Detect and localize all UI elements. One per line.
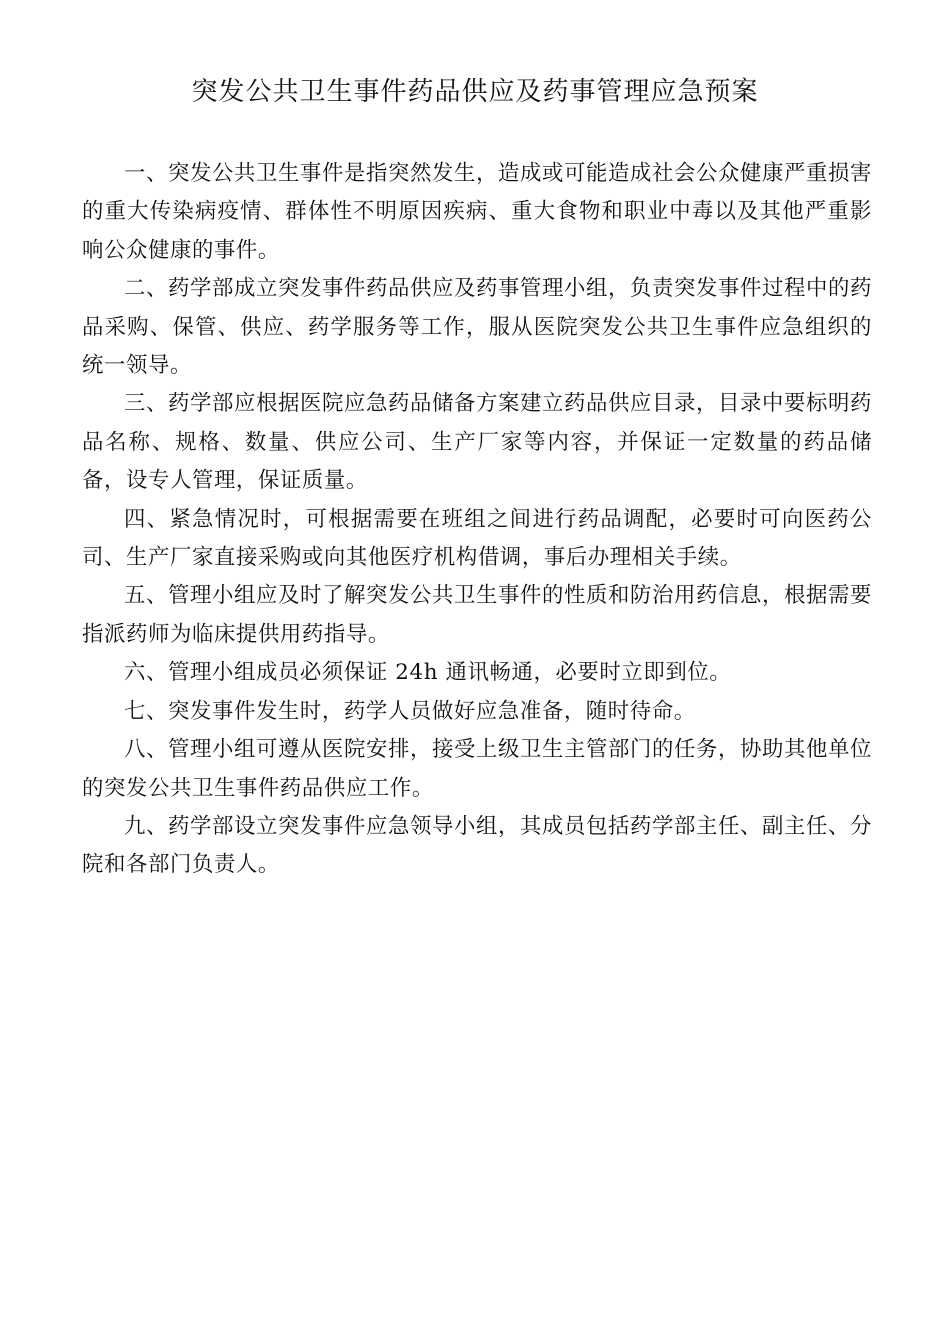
paragraph-1: 一、突发公共卫生事件是指突然发生，造成或可能造成社会公众健康严重损害的重大传染病疫情、群体性不明原因疾病、重大食物和职业中毒以及其他严重影响公众健康的事件。 bbox=[82, 161, 872, 263]
paragraph-8: 八、管理小组可遵从医院安排，接受上级卫生主管部门的任务，协助其他单位的突发公共卫生事件药品供应工作。 bbox=[82, 737, 872, 801]
paragraph-6: 六、管理小组成员必须保证 24h 通讯畅通，必要时立即到位。 bbox=[124, 660, 732, 686]
paragraph-7: 七、突发事件发生时，药学人员做好应急准备，随时待命。 bbox=[124, 698, 696, 724]
document-title: 突发公共卫生事件药品供应及药事管理应急预案 bbox=[191, 77, 759, 107]
paragraph-5: 五、管理小组应及时了解突发公共卫生事件的性质和防治用药信息，根据需要指派药师为临床提供用药指导。 bbox=[82, 583, 872, 647]
paragraph-4: 四、紧急情况时，可根据需要在班组之间进行药品调配，必要时可向医药公司、生产厂家直接采购或向其他医疗机构借调，事后办理相关手续。 bbox=[82, 506, 872, 571]
document-body bbox=[82, 155, 872, 885]
paragraph-2: 二、药学部成立突发事件药品供应及药事管理小组，负责突发事件过程中的药品采购、保管、供应、药学服务等工作，服从医院突发公共卫生事件应急组织的统一领导。 bbox=[82, 276, 872, 379]
paragraph-3: 三、药学部应根据医院应急药品储备方案建立药品供应目录，目录中要标明药品名称、规格、数量、供应公司、生产厂家等内容，并保证一定数量的药品储备，设专人管理，保证质量。 bbox=[82, 391, 872, 494]
paragraph-9: 九、药学部设立突发事件应急领导小组，其成员包括药学部主任、副主任、分院和各部门负责人。 bbox=[82, 813, 872, 878]
